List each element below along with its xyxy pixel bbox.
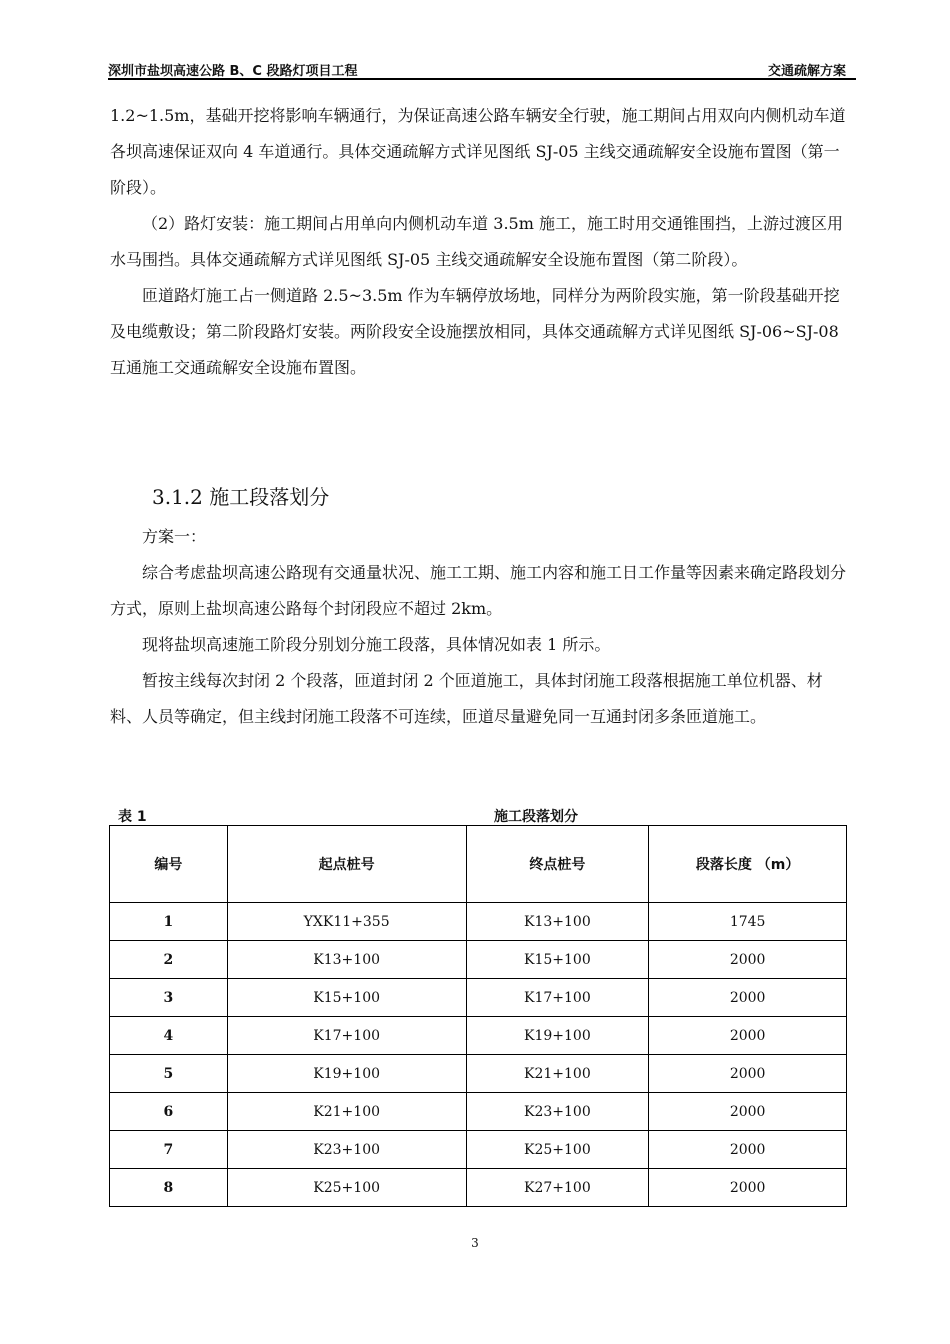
cell-end: K25+100 [466, 1131, 649, 1169]
cell-length: 2000 [649, 1131, 847, 1169]
cell-start: K15+100 [227, 979, 466, 1017]
segment-table [109, 825, 847, 1207]
table-title: 施工段落划分 [494, 809, 578, 825]
cell-number: 1 [110, 903, 228, 941]
cell-length: 1745 [649, 903, 847, 941]
cell-start: K21+100 [227, 1093, 466, 1131]
cell-end: K17+100 [466, 979, 649, 1017]
cell-start: K13+100 [227, 941, 466, 979]
body-section-top [110, 98, 850, 386]
table-label: 表 1 [118, 809, 147, 825]
table-row [110, 903, 847, 941]
body-section-bottom [110, 519, 850, 735]
cell-length: 2000 [649, 1055, 847, 1093]
table-row [110, 941, 847, 979]
paragraph: 方案一： [142, 527, 207, 546]
table-row [110, 1093, 847, 1131]
header-project-title: 深圳市盐坝高速公路 B、C 段路灯项目工程 [108, 64, 358, 79]
cell-start: K23+100 [227, 1131, 466, 1169]
table-row [110, 1017, 847, 1055]
section-heading: 3.1.2 施工段落划分 [152, 485, 330, 509]
table-row [110, 1055, 847, 1093]
header-doc-title: 交通疏解方案 [767, 64, 846, 79]
cell-start: K19+100 [227, 1055, 466, 1093]
cell-end: K19+100 [466, 1017, 649, 1055]
cell-length: 2000 [649, 1017, 847, 1055]
paragraph: 现将盐坝高速施工阶段分别划分施工段落，具体情况如表 1 所示。 [142, 635, 611, 654]
page-number: 3 [471, 1236, 479, 1250]
cell-number: 6 [110, 1093, 228, 1131]
table-row [110, 979, 847, 1017]
paragraph: 综合考虑盐坝高速公路现有交通量状况、施工工期、施工内容和施工日工作量等因素来确定路段划分方式，原则上盐坝高速公路每个封闭段应不超过 2km。 [110, 563, 847, 618]
cell-start: K25+100 [227, 1169, 466, 1207]
paragraph: 1.2~1.5m，基础开挖将影响车辆通行，为保证高速公路车辆安全行驶，施工期间占用双向内侧机动车道各坝高速保证双向 4 车道通行。具体交通疏解方式详见图纸 SJ-05 主线交通疏解安全设施布置图（第一阶段）。 [110, 106, 846, 197]
cell-end: K23+100 [466, 1093, 649, 1131]
cell-end: K21+100 [466, 1055, 649, 1093]
paragraph: 匝道路灯施工占一侧道路 2.5~3.5m 作为车辆停放场地，同样分为两阶段实施，第一阶段基础开挖及电缆敷设；第二阶段路灯安装。两阶段安全设施摆放相同，具体交通疏解方式详见图纸 SJ-06~SJ-08 互通施工交通疏解安全设施布置图。 [110, 286, 840, 377]
paragraph: 暂按主线每次封闭 2 个段落，匝道封闭 2 个匝道施工，具体封闭施工段落根据施工单位机器、材料、人员等确定，但主线封闭施工段落不可连续，匝道尽量避免同一互通封闭多条匝道施工。 [110, 671, 823, 726]
cell-end: K15+100 [466, 941, 649, 979]
cell-end: K13+100 [466, 903, 649, 941]
cell-number: 5 [110, 1055, 228, 1093]
col-header: 起点桩号 [227, 826, 466, 903]
cell-length: 2000 [649, 979, 847, 1017]
cell-number: 3 [110, 979, 228, 1017]
cell-start: YXK11+355 [227, 903, 466, 941]
col-header: 编号 [110, 826, 228, 903]
cell-length: 2000 [649, 941, 847, 979]
cell-length: 2000 [649, 1093, 847, 1131]
table-row [110, 1169, 847, 1207]
cell-length: 2000 [649, 1169, 847, 1207]
cell-start: K17+100 [227, 1017, 466, 1055]
cell-number: 7 [110, 1131, 228, 1169]
cell-end: K27+100 [466, 1169, 649, 1207]
paragraph: （2）路灯安装：施工期间占用单向内侧机动车道 3.5m 施工，施工时用交通锥围挡，上游过渡区用水马围挡。具体交通疏解方式详见图纸 SJ-05 主线交通疏解安全设施布置图（第二阶段）。 [110, 214, 843, 269]
cell-number: 4 [110, 1017, 228, 1055]
page-header [108, 60, 856, 80]
cell-number: 8 [110, 1169, 228, 1207]
cell-number: 2 [110, 941, 228, 979]
table-row [110, 1131, 847, 1169]
col-header: 终点桩号 [466, 826, 649, 903]
table-header-row [110, 826, 847, 903]
col-header: 段落长度 （m） [649, 826, 847, 903]
